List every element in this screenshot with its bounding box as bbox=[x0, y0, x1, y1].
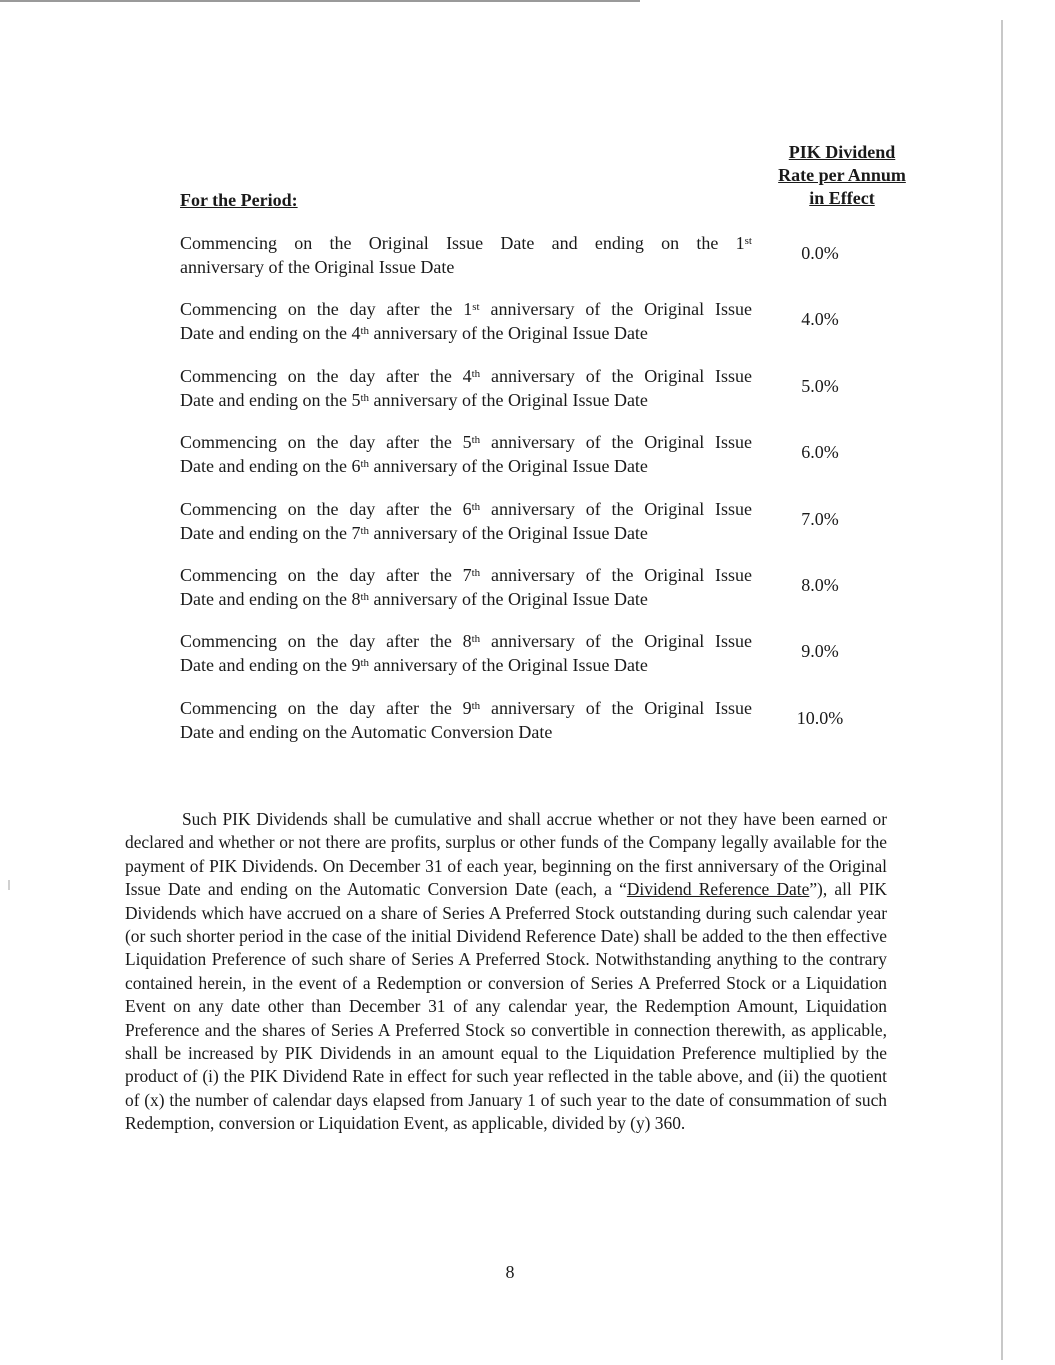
period-description bbox=[180, 696, 752, 744]
table-row bbox=[180, 563, 880, 613]
table-row bbox=[180, 297, 880, 347]
table-row bbox=[180, 696, 880, 746]
rate-header-line-2: Rate per Annum bbox=[778, 165, 906, 185]
table-row bbox=[180, 629, 880, 679]
scan-speck bbox=[8, 880, 10, 890]
rate-value: 0.0% bbox=[801, 243, 839, 263]
period-column-header: For the Period: bbox=[180, 190, 298, 210]
defined-term: Dividend Reference Date bbox=[626, 879, 810, 900]
rate-value: 5.0% bbox=[801, 376, 839, 396]
scan-edge-right bbox=[1001, 20, 1003, 1360]
rate-value: 6.0% bbox=[801, 442, 839, 462]
period-description bbox=[180, 231, 752, 279]
scan-edge-top bbox=[0, 0, 640, 2]
paragraph-text-after: ”), all PIK Dividends which have accrued on a share of Series A Preferred Stock outstanding during such calendar year (or such shorter period in the case of the initial Dividend Reference Date) shall be added to the then effective Liquidation Preference of such share of Series A Preferred Stock. Notwithstanding anything to the contrary contained herein, in the event of a Redemption or conversion of Series A Preferred Stock or a Liquidation Event on any date other than December 31 of any calendar year, the Redemption Amount, Liquidation Preference and the shares of Series A Preferred Stock so convertible in connection therewith, as applicable, shall be increased by PIK Dividends in an amount equal to the Liquidation Preference multiplied by the product of (i) the PIK Dividend Rate in effect for such year reflected in the table above, and (ii) the quotient of (x) the number of calendar days elapsed from January 1 of such year to the date of consummation of such Redemption, conversion or Liquidation Event, as applicable, divided by (y) 360. bbox=[125, 879, 887, 1134]
rate-column-header bbox=[756, 141, 928, 210]
period-line-2: Date and ending on the Automatic Conversion Date bbox=[180, 722, 553, 742]
rate-value: 10.0% bbox=[796, 708, 844, 728]
period-line-1: Commencing on the day after the 4th anniversary of the Original Issue bbox=[180, 366, 752, 386]
table-row bbox=[180, 430, 880, 480]
table-row bbox=[180, 497, 880, 547]
period-line-2: Date and ending on the 6th anniversary of the Original Issue Date bbox=[180, 456, 648, 476]
rate-value: 8.0% bbox=[801, 575, 839, 595]
period-description bbox=[180, 563, 752, 611]
period-description bbox=[180, 430, 752, 478]
period-line-1: Commencing on the Original Issue Date and ending on the 1st bbox=[180, 233, 752, 253]
rate-header-line-3: in Effect bbox=[809, 188, 875, 208]
table-row bbox=[180, 364, 880, 414]
body-paragraph bbox=[125, 808, 887, 1136]
rate-header-line-1: PIK Dividend bbox=[788, 142, 896, 162]
period-line-1: Commencing on the day after the 6th anniversary of the Original Issue bbox=[180, 499, 752, 519]
rate-value: 4.0% bbox=[801, 309, 839, 329]
period-line-2: Date and ending on the 7th anniversary of the Original Issue Date bbox=[180, 523, 648, 543]
period-description bbox=[180, 497, 752, 545]
period-line-2: Date and ending on the 9th anniversary of the Original Issue Date bbox=[180, 655, 648, 675]
period-line-1: Commencing on the day after the 7th anniversary of the Original Issue bbox=[180, 565, 752, 585]
period-description bbox=[180, 629, 752, 677]
period-line-1: Commencing on the day after the 8th anniversary of the Original Issue bbox=[180, 631, 752, 651]
rate-value: 9.0% bbox=[801, 641, 839, 661]
period-line-1: Commencing on the day after the 9th anniversary of the Original Issue bbox=[180, 698, 752, 718]
table-row bbox=[180, 231, 880, 281]
period-line-2: Date and ending on the 8th anniversary of the Original Issue Date bbox=[180, 589, 648, 609]
period-line-2: Date and ending on the 4th anniversary of the Original Issue Date bbox=[180, 323, 648, 343]
period-line-2: Date and ending on the 5th anniversary of the Original Issue Date bbox=[180, 390, 648, 410]
period-line-1: Commencing on the day after the 5th anniversary of the Original Issue bbox=[180, 432, 752, 452]
rate-value: 7.0% bbox=[801, 509, 839, 529]
period-description bbox=[180, 364, 752, 412]
page-number: 8 bbox=[505, 1262, 515, 1282]
period-line-1: Commencing on the day after the 1st anniversary of the Original Issue bbox=[180, 299, 752, 319]
paragraph-text-before: Such PIK Dividends shall be cumulative and shall accrue whether or not they have been earned or declared and whether or not there are profits, surplus or other funds of the Company legally available for the payment of PIK Dividends. On December 31 of each year, beginning on the first anniversary of the Original Issue Date and ending on the Automatic Conversion Date (each, a “ bbox=[125, 809, 887, 900]
period-description bbox=[180, 297, 752, 345]
period-line-2: anniversary of the Original Issue Date bbox=[180, 257, 455, 277]
